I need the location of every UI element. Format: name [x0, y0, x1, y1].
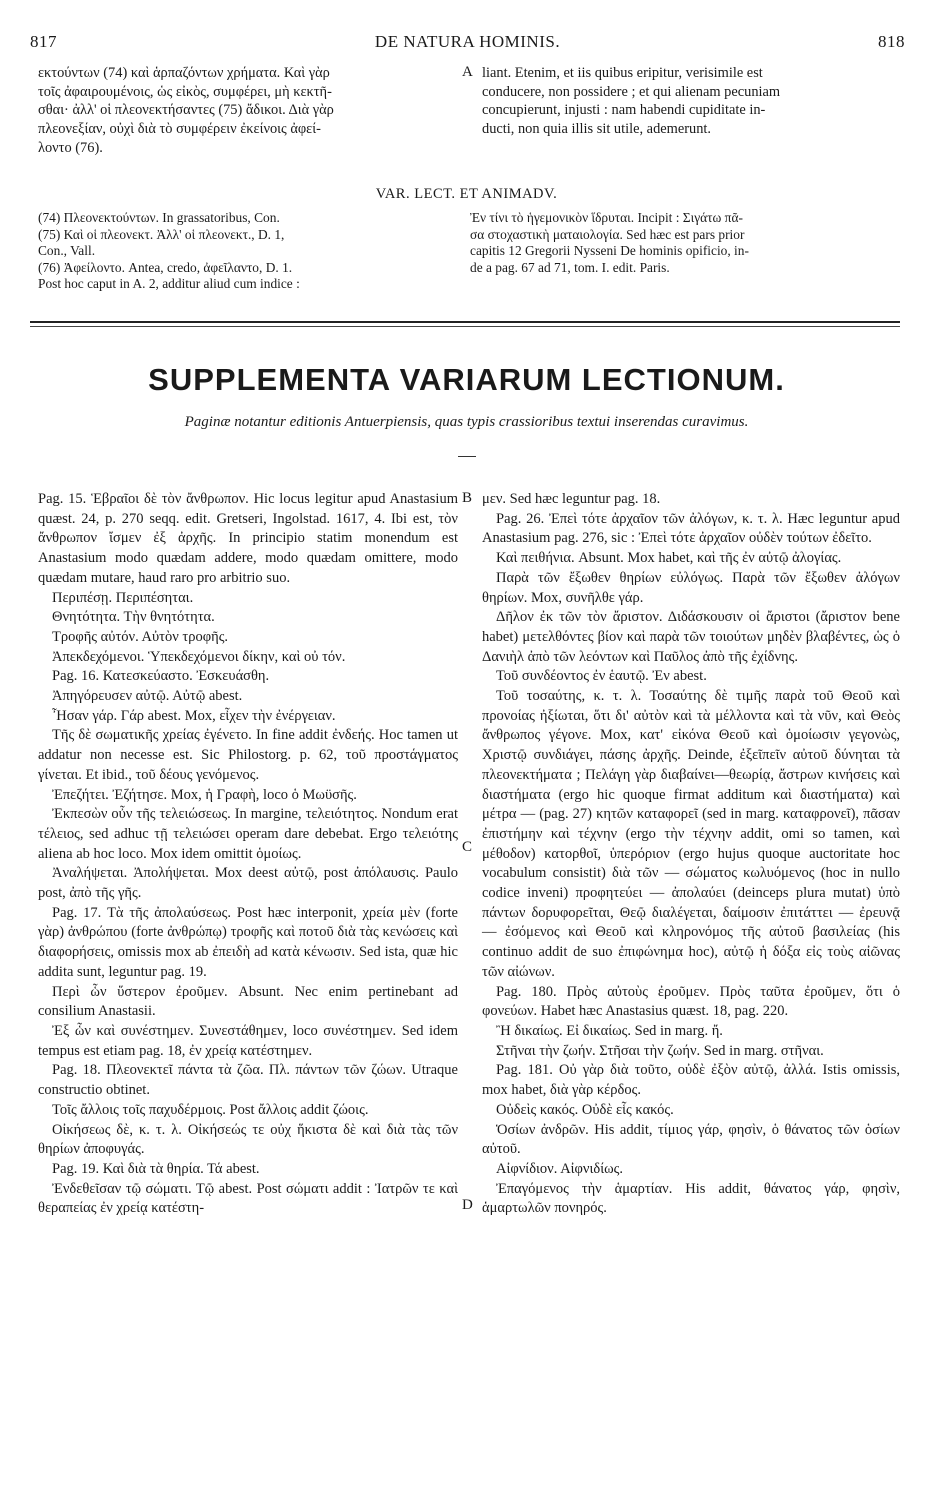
variants-right-column [470, 210, 900, 276]
top-latin-line: liant. Etenim, et iis quibus eripitur, verisimile est [482, 65, 763, 81]
lection-entry: Ἢ δικαίως. Εἰ δικαίως. Sed in marg. ἤ. [496, 1022, 723, 1039]
lection-entry: μεν. Sed hæc leguntur pag. 18. [482, 491, 661, 507]
lection-entry: Θνητότητα. Τὴν θνητότητα. [52, 609, 215, 626]
top-greek-column [38, 64, 458, 158]
variant-note: (76) Ἀφείλοντο. Antea, credo, ἀφεῖλαντο, D. 1. [38, 259, 293, 275]
lection-entry: Pag. 26. Ἐπεὶ τότε ἀρχαῖον τῶν ἀλόγων, κ. τ. λ. Hæc leguntur apud Anastasium pag. 276, sic : Ἐπεὶ τότε ἀρχαῖον οὐδὲν τούτων ἐδεῖτο. [482, 510, 900, 547]
variants-heading: VAR. LECT. ET ANIMADV. [375, 186, 558, 202]
lection-entry: Τῆς δὲ σωματικῆς χρείας ἐγένετο. In fine addit ἐνδεής. Hoc tamen ut addatur non necesse est. Sic Philostorg. p. 62, τοῦ προστάγματος γίνεται. Et ibid., τοῦ δέους γενόμενος. [38, 727, 458, 783]
top-greek-line: λοντο (76). [38, 139, 103, 156]
running-title: DE NATURA HOMINIS. [374, 32, 561, 51]
lection-entry: Pag. 15. Ἑβραῖοι δὲ τὸν ἄνθρωπον. Hic locus legitur apud Anastasium quæst. 24, p. 270 seqq. edit. Gretseri, Ingolstad. 1617, 4. Ibi est, τὸν ἄνθρωπον ἴσμεν ἐξ ἀρχῆς. In principio statim monendum est Anastasium modo quædam addere, modo quædam omittere, modo quædam mutare, haud raro pro arbitrio suo. [38, 491, 458, 586]
margin-marker-a: A [462, 64, 473, 80]
top-greek-line: πλεονεξίαν, οὐχὶ διὰ τὸ συμφέρειν ἐκείνοις ἀφεί- [38, 121, 321, 138]
lection-entry: Pag. 19. Καὶ διὰ τὰ θηρία. Τά abest. [52, 1160, 260, 1177]
lection-entry: Pag. 181. Οὐ γὰρ διὰ τοῦτο, οὐδὲ ἐξὸν αὐτῷ, ἀλλά. Istis omissis, mox habet, διὰ γὰρ κέρδος. [482, 1062, 900, 1099]
top-latin-column [482, 64, 897, 139]
top-greek-line: τοῖς ἀφαιρουμένοις, ὡς εἰκὸς, συμφέρει, μὴ κεκτῆ- [38, 83, 332, 100]
lection-entry: Ἀναλήψεται. Ἀπολήψεται. Mox deest αὐτῷ, post ἀπόλαυσις. Paulo post, ἀπὸ τῆς γῆς. [38, 865, 458, 902]
lection-entry: Παρὰ τῶν ἔξωθεν θηρίων εὐλόγως. Παρὰ τῶν ἔξωθεν ἀλόγων θηρίων. Mox, συνῆλθε γάρ. [482, 569, 900, 606]
lection-entry: Τροφῆς αὐτόν. Αὐτὸν τροφῆς. [52, 628, 229, 645]
margin-marker-c: C [462, 839, 473, 855]
lection-entry: Pag. 18. Πλεονεκτεῖ πάντα τὰ ζῶα. Πλ. πάντων τῶν ζώων. Utraque constructio obtinet. [38, 1062, 458, 1099]
lection-entry: Περιπέσῃ. Περιπέσηται. [52, 589, 194, 606]
lection-entry: Ἦσαν γάρ. Γάρ abest. Mox, εἶχεν τὴν ἐνέργειαν. [52, 707, 336, 724]
variant-note: Ἐν τίνι τὸ ἡγεμονικὸν ἵδρυται. Incipit : Σιγάτω πᾶ- [470, 210, 743, 225]
top-greek-line: εκτούντων (74) καὶ ἁρπαζόντων χρήματα. Καὶ γὰρ [38, 65, 330, 81]
body-left-column [38, 490, 458, 1219]
lection-entry: Ἀπηγόρευσεν αὐτῷ. Αὐτῷ abest. [52, 688, 243, 705]
variant-note: Post hoc caput in A. 2, additur aliud cum indice : [38, 276, 300, 291]
section-rule-thin [30, 326, 900, 327]
lection-entry: Τοῦ συνδέοντος ἐν ἑαυτῷ. Ἐν abest. [496, 668, 707, 685]
lection-entry: Αἰφνίδιον. Αἰφνιδίως. [496, 1160, 624, 1177]
lection-entry: Ἐνδεθεῖσαν τῷ σώματι. Τῷ abest. Post σώματι addit : Ἰατρῶν τε καὶ θεραπείας ἐν χρείᾳ κατέστη- [38, 1180, 458, 1217]
lection-entry: Δῆλον ἐκ τῶν τὸν ἄριστον. Διδάσκουσιν οἱ ἄριστοι (ἄριστον bene habet) μετελθόντες βίον καὶ παρὰ τῶν τοιούτων μηδὲν βλαβέντες, ὡς ὁ Δανιὴλ ἀπὸ τῶν λεόντων καὶ Παῦλος ἀπὸ τῆς ἐχίδνης. [482, 609, 900, 665]
lection-entry: Οἰκήσεως δὲ, κ. τ. λ. Οἰκήσεώς τε οὐχ ἥκιστα δὲ καὶ διὰ τὰς τῶν θηρίων ἀποφυγάς. [38, 1121, 458, 1158]
variant-note: capitis 12 Gregorii Nysseni De hominis opificio, in- [470, 243, 749, 258]
top-latin-line: ducti, non quia illis sit utile, ademerunt. [482, 121, 712, 138]
variant-note: (74) Πλεονεκτούντων. In grassatoribus, Con. [38, 210, 280, 225]
variant-note: de a pag. 67 ad 71, tom. I. edit. Paris. [470, 259, 670, 275]
lection-entry: Τοῖς ἄλλοις τοῖς παχυδέρμοις. Post ἄλλοις addit ζώοις. [52, 1101, 369, 1118]
variant-note: σα στοχαστικὴ ματαιολογία. Sed hæc est pars prior [470, 226, 745, 242]
lection-entry: Περὶ ὧν ὕστερον ἐροῦμεν. Absunt. Nec enim pertinebant ad consilium Anastasii. [38, 983, 458, 1020]
body-right-column [482, 490, 900, 1219]
page-number-right: 818 [878, 32, 905, 51]
lection-entry: Ὁσίων ἀνδρῶν. His addit, τίμιος γάρ, φησὶν, ὁ θάνατος τῶν ὁσίων αὐτοῦ. [482, 1121, 900, 1158]
lection-entry: Ἀπεκδεχόμενοι. Ὑπεκδεχόμενοι δίκην, καὶ οὐ τόν. [52, 648, 346, 665]
lection-entry: Ἐξ ὧν καὶ συνέστημεν. Συνεστάθημεν, loco συνέστημεν. Sed idem tempus est etiam pag. 18, ἐν χρείᾳ κατέστημεν. [38, 1022, 458, 1059]
page-number-left: 817 [30, 32, 57, 51]
lection-entry: Pag. 17. Τὰ τῆς ἀπολαύσεως. Post hæc interponit, χρεία μὲν (forte γὰρ) ἀνθρώπου (forte ἀνθρώπῳ) τροφῆς καὶ ποτοῦ διὰ τὰς κενώσεις καὶ διαφορήσεις, omissis mox ab ἐπειδὴ ad κατὰ κένωσιν. Sed ista, quæ hic addita sunt, leguntur pag. 19. [38, 904, 458, 980]
top-greek-line: σθαι· ἀλλ' οἱ πλεονεκτήσαντες (75) ἄδικοι. Διὰ γὰρ [38, 102, 334, 119]
running-header [30, 32, 905, 60]
lection-entry: Ἐπεζήτει. Ἐζήτησε. Mox, ἡ Γραφὴ, loco ὁ Μωϋσῆς. [52, 786, 357, 803]
section-rule [30, 321, 900, 323]
margin-marker-b: B [462, 490, 473, 506]
lection-entry: Ἐκπεσὼν οὖν τῆς τελειώσεως. In margine, τελειότητος. Nondum erat τέλειος, sed adhuc τῇ τελειώσει operam dare debebat. Ergo τελειότης aliena ab hoc loco. Mox idem omittit ὁμοίως. [38, 806, 458, 862]
lection-entry: Στῆναι τὴν ζωήν. Στῆσαι τὴν ζωήν. Sed in marg. στῆναι. [496, 1042, 824, 1059]
variants-left-column [38, 210, 458, 293]
title-dash [458, 456, 476, 457]
top-latin-line: concupierunt, injusti : nam habendi cupiditate in- [482, 102, 766, 119]
lection-entry: Οὐδεὶς κακός. Οὐδὲ εἷς κακός. [496, 1101, 674, 1118]
top-latin-line: conducere, non possidere ; et qui alienam pecuniam [482, 83, 781, 100]
lection-entry: Καὶ πειθήνια. Absunt. Mox habet, καὶ τῆς ἐν αὐτῷ ἀλογίας. [496, 550, 842, 567]
variant-note: Con., Vall. [38, 243, 96, 258]
variant-note: (75) Καὶ οἱ πλεονεκτ. Ἀλλ' οἱ πλεονεκτ., D. 1, [38, 226, 285, 242]
lection-entry: Ἐπαγόμενος τὴν ἁμαρτίαν. His addit, θάνατος γάρ, φησὶν, ἁμαρτωλῶν πονηρός. [482, 1180, 900, 1217]
supplement-title: SUPPLEMENTA VARIARUM LECTIONUM. [148, 362, 785, 397]
supplement-subtitle: Paginæ notantur editionis Antuerpiensis, quas typis crassioribus textui inserendas curavimus. [184, 414, 749, 430]
lection-entry: Pag. 16. Κατεσκεύαστο. Ἐσκευάσθη. [52, 668, 270, 685]
margin-marker-d: D [462, 1197, 473, 1213]
lection-entry: Τοῦ τοσαύτης, κ. τ. λ. Τοσαύτης δὲ τιμῆς παρὰ τοῦ Θεοῦ καὶ προνοίας ἠξίωται, ὅτι δι' αὐτὸν καὶ τὰ μέλλοντα καὶ τὰ νῦν, καὶ Θεὸς ἄνθρωπος γέγονε. Mox, κατ' εἰκόνα Θεοῦ καὶ ὁμοίωσιν γεγονὼς, Χριστῷ συνδιάγει, πάσης ἀρχῆς. Deinde, ἐξεῖπεῖν αὐτοῦ δύνηται τὰ πλεονεκτήματα ; Πελάγη γὰρ διαβαίνει—θεωρίᾳ, ἄστρων κινήσεις καὶ διαστήματα (ergo hic quoque firmat additum καὶ διαστήματα) καὶ μέτρα — (pag. 27) κητῶν καταφορεῖ (sed in marg. καταφρονεῖ), πᾶσαν ἐπιστήμην καὶ τέχνην (ergo τὴν τέχνην addit, omi so tamen, καὶ μέθοδον) κατορθοῖ, ὑπερόριον (ergo hujus quoque auctoritate hoc vocabulum consistit) διὰ τῶν — σώματος κωλυόμενος (hoc in nullo codice inveni) προφητεύει — ἀπολαύει (deinceps plura mutat) ὑπὸ πάντων δορυφορεῖται, Θεῷ διαλέγεται, δαίμοσιν ἐπιτάττει — ἐρευνᾷ — ἐσόμενος καὶ Θεοῦ καὶ κληρονόμος τῆς αὐτοῦ βασιλείας (his continuo addit de suo ἐπιφώνημα hoc), αὐτῷ ἡ δόξα εἰς τοὺς αἰῶνας τῶν αἰώνων. [482, 688, 900, 980]
lection-entry: Pag. 180. Πρὸς αὐτοὺς ἐροῦμεν. Πρὸς ταῦτα ἐροῦμεν, ὅτι ὁ φονεύων. Habet hæc Anastasius quæst. 18, pag. 220. [482, 983, 900, 1020]
